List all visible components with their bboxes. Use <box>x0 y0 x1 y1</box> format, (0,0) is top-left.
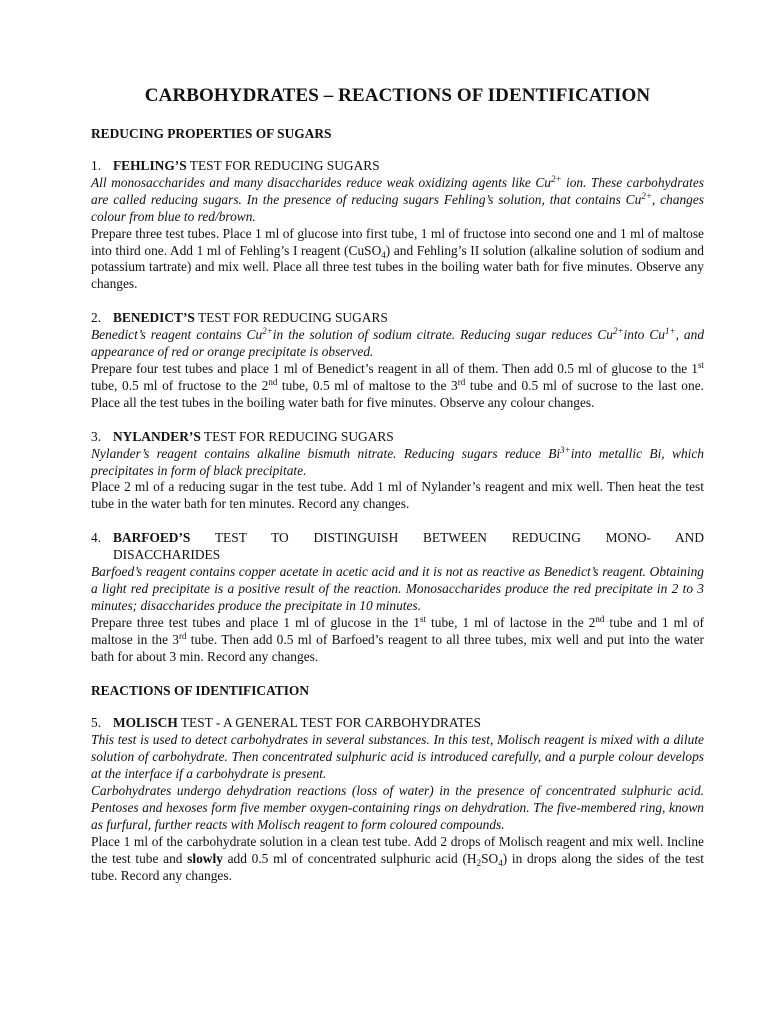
procedure-text: Prepare four test tubes and place 1 ml of Benedict’s reagent in all of them. Then add 0.5 ml of glucose to the 1st tube, 0.5 ml of fructose to the 2nd tube, 0.5 ml of maltose to the 3rd tube and 0.5 ml of sucrose to the last one. Place all the test tubes in the boiling water bath for five minutes. Observe any colour changes. <box>91 359 704 410</box>
procedure-text: Prepare three test tubes and place 1 ml of glucose in the 1st tube, 1 ml of lactose in the 2nd tube and 1 ml of maltose in the 3rd tube. Then add 0.5 ml of Barfoed’s reagent to all three tubes, mix well and put into the water bath for about 3 min. Record any changes. <box>91 613 704 664</box>
test-title: TEST - A GENERAL TEST FOR CARBOHYDRATES <box>177 715 481 731</box>
principle-text: This test is used to detect carbohydrates in several substances. In this test, Molisch reagent is mixed with a dilute solution of carbohydrate. Then concentrated sulphuric acid is introduced carefully, and a purple colour develops at the interface if a carbohydrate is present. <box>91 732 704 782</box>
test-title: TEST FOR REDUCING SUGARS <box>194 310 388 326</box>
mechanism-text: Carbohydrates undergo dehydration reactions (loss of water) in the presence of concentrated sulphuric acid. Pentoses and hexoses form five member oxygen-containing rings on dehydration. The five-membered ring, known as furfural, further reacts with Molisch reagent to form coloured compounds. <box>91 783 704 832</box>
section-benedict <box>91 310 704 411</box>
test-name: NYLANDER’S <box>113 428 201 444</box>
section-nylander <box>91 429 704 514</box>
section-title <box>91 530 704 547</box>
test-name: BARFOED’S <box>113 530 191 546</box>
page-title: CARBOHYDRATES – REACTIONS OF IDENTIFICATION <box>144 85 651 106</box>
test-name: FEHLING’S <box>113 158 187 173</box>
principle-text: Barfoed’s reagent contains copper acetate in acetic acid and it is not as reactive as Benedict’s reagent. Obtaining a light red precipitate is a positive result of the reaction. Monosaccharides produce the red precipitate in 2 to 3 minutes; disaccharides produce the precipitate in 10 minutes. <box>91 564 704 613</box>
section-title <box>91 429 704 446</box>
section-number: 3. <box>91 428 102 444</box>
section-number: 5. <box>91 715 102 731</box>
test-title: TEST TO DISTINGUISH BETWEEN REDUCING MONO- AND <box>190 530 704 546</box>
procedure-text: Place 1 ml of the carbohydrate solution in a clean test tube. Add 2 drops of Molisch reagent and mix well. Incline the test tube and slowly add 0.5 ml of concentrated sulphuric acid $(H_2SO_4)$ in drops along the sides of the test tube. Record any changes. <box>91 833 704 883</box>
test-title: TEST FOR REDUCING SUGARS <box>200 428 394 444</box>
section-title <box>91 310 704 327</box>
section-title <box>91 715 704 732</box>
test-title-continued: DISACCHARIDES <box>113 547 221 563</box>
principle-text: All monosaccharides and many disaccharides reduce weak oxidizing agents like $Cu^{2+}$ ion. These carbohydrates are called reducing sugars. In the presence of reducing sugars Fehling’s solution, that contains $Cu^{2+}$, changes colour from blue to red/brown. <box>91 173 704 224</box>
principle-text: Nylander’s reagent contains alkaline bismuth nitrate. Reducing sugars reduce $Bi^{3+}into$ metallic Bi, which precipitates in form of black precipitate. <box>91 444 704 478</box>
section-fehling <box>91 158 704 293</box>
test-name: BENEDICT’S <box>113 310 195 326</box>
heading-reactions-identification: REACTIONS OF IDENTIFICATION <box>91 683 310 699</box>
section-barfoed <box>91 530 704 665</box>
section-title <box>91 158 704 175</box>
test-name: MOLISCH <box>113 715 178 731</box>
procedure-text: Prepare three test tubes. Place 1 ml of glucose into first tube, 1 ml of fructose into second one and 1 ml of maltose into third one. Add 1 ml of Fehling’s I reagent (CuSO$_4$) and Fehling’s II solution (alkaline solution of sodium and potassium tartrate) and mix well. Place all three test tubes in the boiling water bath for five minutes. Observe any changes. <box>91 225 705 292</box>
heading-reducing-properties: REDUCING PROPERTIES OF SUGARS <box>91 126 332 141</box>
section-number: 2. <box>91 310 102 326</box>
section-number: 1. <box>91 158 102 173</box>
principle-text: Benedict’s reagent contains $Cu^{2+}in$ the solution of sodium citrate. Reducing sugar reduces $Cu^{2+}into$ $Cu^{1+}$, and appearance of red or orange precipitate is observed. <box>91 326 705 360</box>
procedure-text: Place 2 ml of a reducing sugar in the test tube. Add 1 ml of Nylander’s reagent and mix well. Then heat the test tube in the water bath for ten minutes. Record any changes. <box>91 479 704 512</box>
section-molisch <box>91 715 704 884</box>
test-title: TEST FOR REDUCING SUGARS <box>186 158 380 173</box>
section-number: 4. <box>91 530 102 546</box>
